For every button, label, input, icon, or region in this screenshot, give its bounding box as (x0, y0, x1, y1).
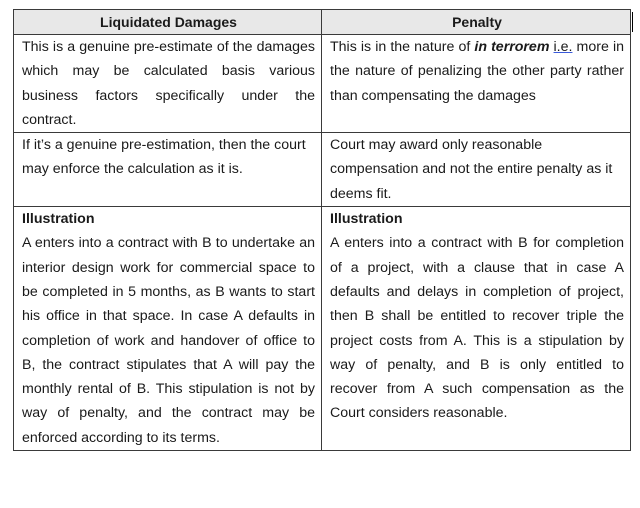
text-cursor (632, 12, 633, 32)
illustration-title: Illustration (330, 211, 403, 228)
enforcement-penalty: Court may award only reasonable compensation and not the entire penalty as it deems fit. (322, 133, 631, 207)
in-terrorem-term: in terrorem (474, 39, 550, 55)
illustration-title: Illustration (22, 211, 95, 228)
definition-penalty-text: This is in the nature of (330, 39, 475, 55)
illustration-penalty (322, 207, 631, 451)
table-row (14, 133, 631, 207)
illustration-liquidated-damages (14, 207, 322, 451)
definition-penalty (322, 35, 631, 133)
enforcement-liquidated-damages: If it’s a genuine pre-estimation, then the court may enforce the calculation as it is. (14, 133, 322, 207)
table-row (14, 35, 631, 133)
illustration-body: A enters into a contract with B for completion of a project, with a clause that in case A defaults and delays in completion of project, then B shall be entitled to recover triple the project costs from A. This is a stipulation by way of penalty, and B is only entitled to recover from A such compensation as the Court considers reasonable. (330, 235, 624, 422)
illustration-body: A enters into a contract with B to undertake an interior design work for commercial space to be completed in 5 months, as B wants to start his office in that space. In case A defaults in completion of work and handover of office to B, the contract stipulates that A will pay the monthly rental of B. This stipulation is not by way of penalty, and the contract may be enforced according to its terms. (22, 235, 315, 446)
ie-abbreviation: i.e. (553, 39, 573, 55)
table-row (14, 207, 631, 451)
header-penalty: Penalty (322, 10, 631, 35)
definition-penalty-continued: more in the nature of penalizing the other party rather than compensating the damages (330, 39, 625, 104)
header-liquidated-damages: Liquidated Damages (14, 10, 322, 35)
comparison-table (13, 9, 631, 451)
header-row (14, 10, 631, 35)
definition-liquidated-damages: This is a genuine pre-estimate of the damages which may be calculated basis various business factors specifically under the contract. (14, 35, 322, 133)
